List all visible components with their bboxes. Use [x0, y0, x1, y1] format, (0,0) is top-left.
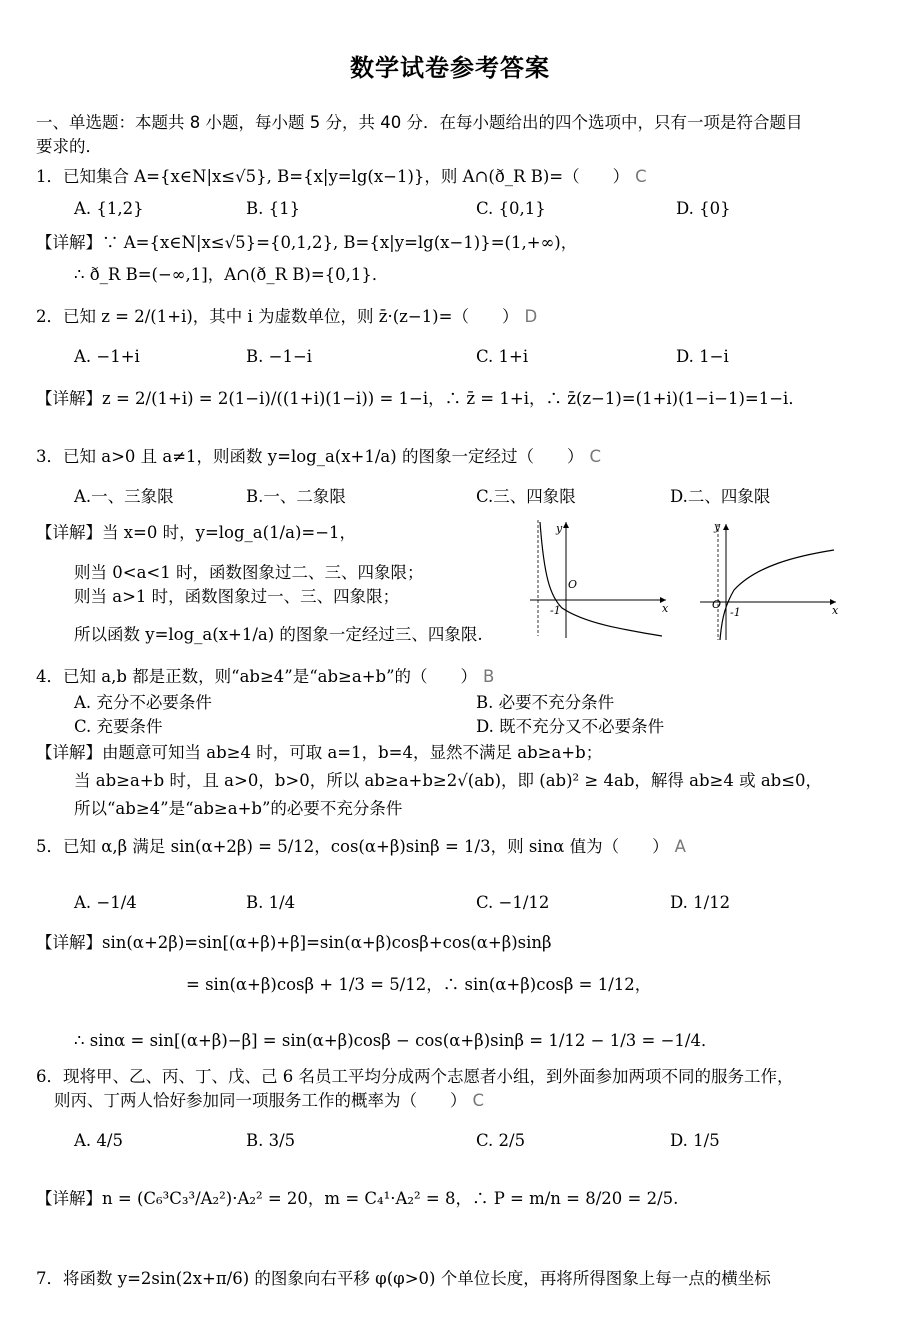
q3-option-a: A.一、三象限: [74, 487, 174, 506]
q3-answer: C: [589, 447, 601, 466]
q3-graph-increasing: [696, 516, 842, 644]
q4-answer: B: [483, 667, 495, 686]
q2-option-d: D. 1−i: [676, 347, 729, 366]
q2-option-c: C. 1+i: [476, 347, 529, 366]
page-title: 数学试卷参考答案: [350, 54, 550, 82]
q1-answer: C: [635, 167, 647, 186]
graph1-x-label: x: [662, 602, 669, 615]
q6-option-a: A. 4/5: [74, 1131, 123, 1150]
q2-answer: D: [524, 307, 538, 326]
q1-option-a: A. {1,2}: [74, 199, 144, 218]
q3-option-c: C.三、四象限: [476, 487, 576, 506]
q1-detail-2: ∴ ð_R B=(−∞,1]，A∩(ð_R B)={0,1}．: [74, 265, 389, 284]
q4-option-c: C. 充要条件: [74, 717, 163, 736]
q3-stem: [36, 446, 601, 468]
graph1-y-arrow: [563, 522, 569, 528]
graph1-origin-label: O: [568, 578, 578, 591]
q3-option-d: D.二、四象限: [670, 487, 771, 506]
q3-stem-text: 3．已知 a>0 且 a≠1，则函数 y=log_a(x+1/a) 的图象一定经过（ ）: [36, 447, 584, 466]
q3-option-b: B.一、二象限: [246, 487, 346, 506]
q5-stem: [36, 836, 686, 858]
q5-option-a: A. −1/4: [74, 893, 137, 912]
q5-answer: A: [674, 837, 686, 856]
q3-graph-decreasing: [526, 516, 672, 644]
q4-detail-1: 【详解】由题意可知当 ab≥4 时，可取 a=1，b=4，显然不满足 ab≥a+b；: [36, 743, 603, 762]
q2-option-b: B. −1−i: [246, 347, 313, 366]
q5-option-c: C. −1/12: [476, 893, 550, 912]
q2-stem-text: 2．已知 z = 2/(1+i)，其中 i 为虚数单位，则 z̄·(z−1)=（ ）: [36, 307, 519, 326]
q5-detail-1: 【详解】sin(α+2β)=sin[(α+β)+β]=sin(α+β)cosβ+cos(α+β)sinβ: [36, 933, 552, 952]
graph1-minus-one: -1: [550, 604, 561, 617]
q6-option-b: B. 3/5: [246, 1131, 296, 1150]
q6-option-c: C. 2/5: [476, 1131, 526, 1150]
q4-stem: [36, 666, 494, 688]
q4-option-b: B. 必要不充分条件: [476, 693, 615, 712]
q4-stem-text: 4．已知 a,b 都是正数，则“ab≥4”是“ab≥a+b”的（ ）: [36, 667, 478, 686]
graph2-origin-label: O: [712, 598, 722, 611]
q1-option-b: B. {1}: [246, 199, 301, 218]
q5-detail-2: = sin(α+β)cosβ + 1/3 = 5/12，∴ sin(α+β)cosβ = 1/12，: [186, 975, 652, 994]
q6-stem-1: 6．现将甲、乙、丙、丁、戊、己 6 名员工平均分成两个志愿者小组，到外面参加两项不同的服务工作，: [36, 1067, 794, 1086]
q2-option-a: A. −1+i: [74, 347, 140, 366]
q5-detail-3: ∴ sinα = sin[(α+β)−β] = sin(α+β)cosβ − cos(α+β)sinβ = 1/12 − 1/3 = −1/4．: [74, 1031, 718, 1050]
section-header-line1: 一、单选题：本题共 8 小题，每小题 5 分，共 40 分．在每小题给出的四个选项中，只有一项是符合题目: [36, 113, 803, 132]
q4-option-d: D. 既不充分又不必要条件: [476, 717, 665, 736]
q5-stem-text: 5．已知 α,β 满足 sin(α+2β) = 5/12，cos(α+β)sinβ = 1/3，则 sinα 值为（ ）: [36, 837, 669, 856]
q4-option-a: A. 充分不必要条件: [74, 693, 212, 712]
q1-option-c: C. {0,1}: [476, 199, 546, 218]
q1-option-d: D. {0}: [676, 199, 731, 218]
section-header-line2: 要求的．: [36, 137, 102, 156]
q6-option-d: D. 1/5: [670, 1131, 720, 1150]
q6-stem-2: [54, 1090, 484, 1112]
graph2-x-label: x: [832, 604, 839, 617]
graph2-y-label: y: [714, 520, 721, 533]
q6-detail-1: 【详解】n = (C₆³C₃³/A₂²)·A₂² = 20，m = C₄¹·A₂² = 8，∴ P = m/n = 8/20 = 2/5.: [36, 1189, 679, 1208]
q2-detail-1: 【详解】z = 2/(1+i) = 2(1−i)/((1+i)(1−i)) = 1−i，∴ z̄ = 1+i，∴ z̄(z−1)=(1+i)(1−i−1)=1−i．: [36, 389, 805, 408]
graph2-curve: [720, 550, 834, 640]
q3-detail-3: 则当 a>1 时，函数图象过一、三、四象限；: [74, 587, 400, 606]
graph2-y-arrow: [723, 524, 729, 530]
q6-stem-2-text: 则丙、丁两人恰好参加同一项服务工作的概率为（ ）: [54, 1091, 467, 1110]
q3-detail-1: 【详解】当 x=0 时，y=log_a(1/a)=−1，: [36, 523, 357, 542]
q1-detail-1: 【详解】∵ A={x∈N|x≤√5}={0,1,2}, B={x|y=lg(x−1)}=(1,+∞)，: [36, 233, 578, 252]
q5-option-d: D. 1/12: [670, 893, 731, 912]
graph1-y-label: y: [556, 522, 563, 535]
q1-stem-text: 1．已知集合 A={x∈N|x≤√5}, B={x|y=lg(x−1)}，则 A∩(ð_R B)=（ ）: [36, 167, 630, 186]
graph1-curve: [540, 522, 662, 636]
q4-detail-2: 当 ab≥a+b 时，且 a>0，b>0，所以 ab≥a+b≥2√(ab)，即 (ab)² ≥ 4ab，解得 ab≥4 或 ab≤0，: [74, 771, 823, 790]
q4-detail-3: 所以“ab≥4”是“ab≥a+b”的必要不充分条件: [74, 799, 403, 818]
q3-detail-4: 所以函数 y=log_a(x+1/a) 的图象一定经过三、四象限.: [74, 625, 483, 644]
q6-answer: C: [472, 1091, 485, 1110]
q7-stem: 7．将函数 y=2sin(2x+π/6) 的图象向右平移 φ(φ>0) 个单位长度，再将所得图象上每一点的横坐标: [36, 1269, 771, 1288]
q5-option-b: B. 1/4: [246, 893, 296, 912]
q2-stem: [36, 306, 537, 328]
q3-detail-2: 则当 0<a<1 时，函数图象过二、三、四象限；: [74, 563, 424, 582]
q1-stem: [36, 166, 647, 188]
graph2-minus-one: -1: [730, 606, 741, 619]
